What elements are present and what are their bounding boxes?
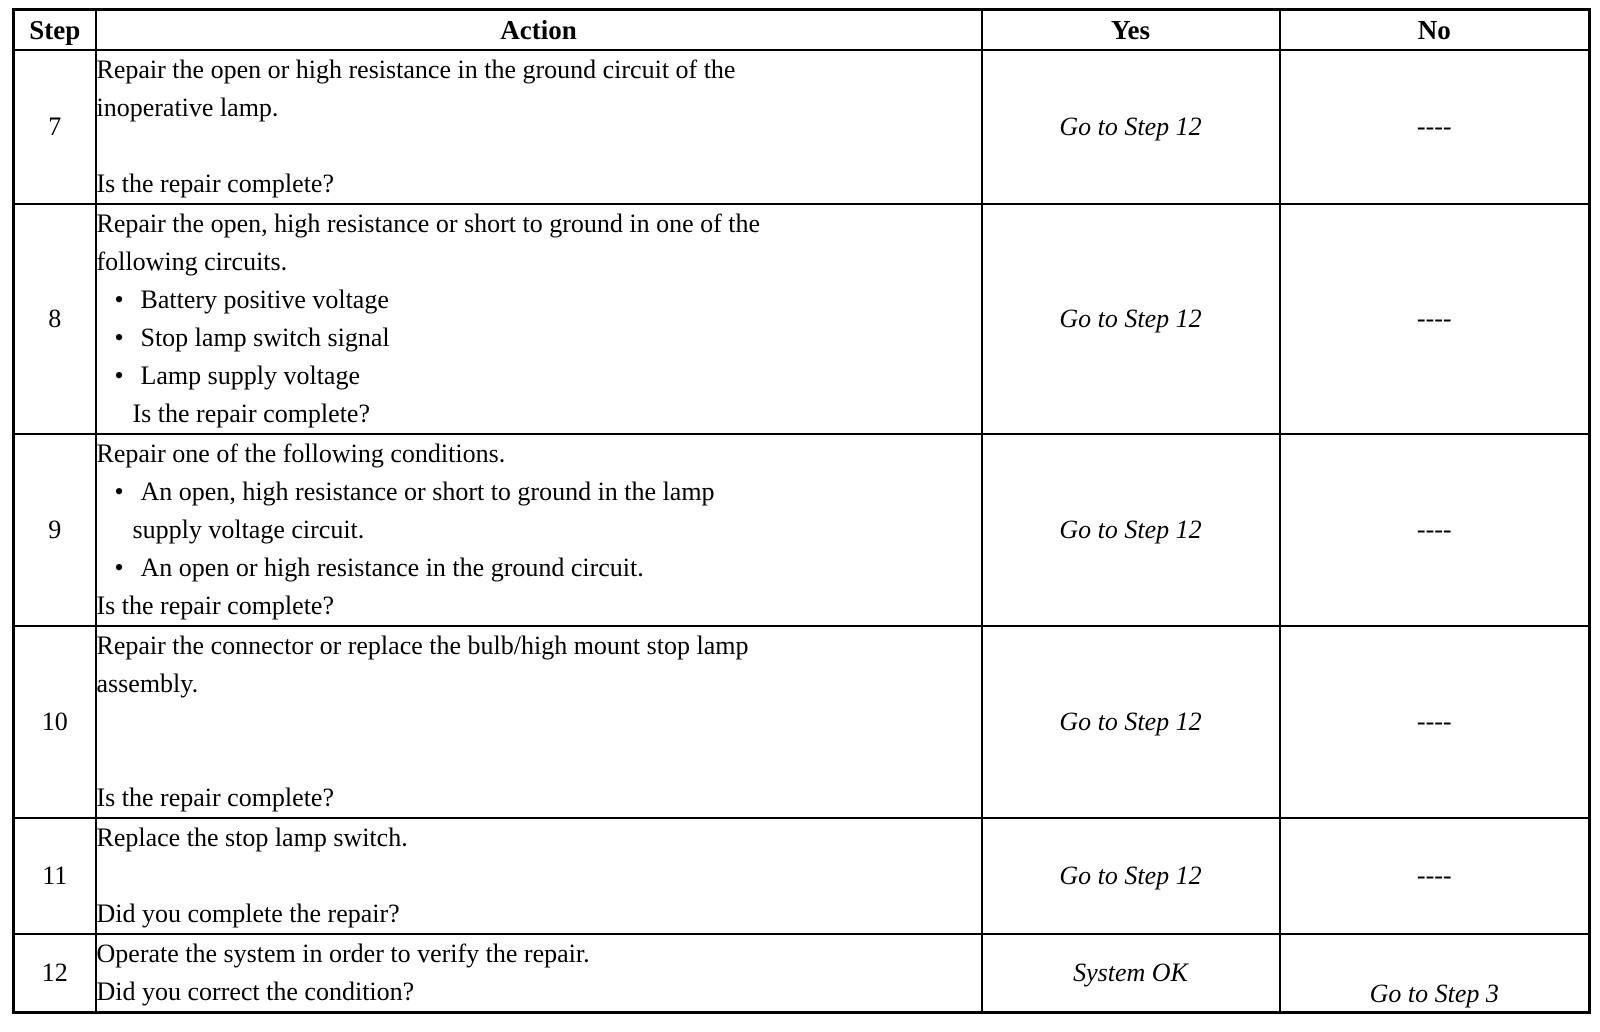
step-number: 11 xyxy=(14,818,96,934)
action-text: Operate the system in order to verify the repair. xyxy=(96,939,590,968)
action-question: Did you complete the repair? xyxy=(96,899,400,928)
bullet-item: • Stop lamp switch signal xyxy=(97,319,981,357)
action-text: Repair the open or high resistance in the ground circuit of the xyxy=(96,55,736,84)
bullet-item: • An open or high resistance in the ground circuit. xyxy=(97,549,981,587)
action-text: Repair the connector or replace the bulb/high mount stop lamp xyxy=(96,631,749,660)
yes-cell: System OK xyxy=(982,934,1280,1013)
step-number: 9 xyxy=(14,434,96,626)
no-cell: ---- xyxy=(1280,818,1590,934)
table-row-step-11 xyxy=(14,818,1590,934)
no-cell: Go to Step 3 xyxy=(1280,934,1590,1013)
action-text: assembly. xyxy=(96,669,199,698)
action-cell xyxy=(96,204,982,434)
action-cell xyxy=(96,626,982,818)
yes-cell: Go to Step 12 xyxy=(982,204,1280,434)
bullet-icon: • xyxy=(114,553,124,582)
header-row xyxy=(14,10,1590,51)
bullet-icon: • xyxy=(114,285,124,314)
no-cell: ---- xyxy=(1280,626,1590,818)
bullet-icon: • xyxy=(114,361,124,390)
step-number: 7 xyxy=(14,50,96,204)
step-number: 10 xyxy=(14,626,96,818)
no-cell: ---- xyxy=(1280,434,1590,626)
action-text: following circuits. xyxy=(96,247,288,276)
bullet-item: • Battery positive voltage xyxy=(97,281,981,319)
action-text: Repair the open, high resistance or short to ground in one of the xyxy=(96,209,761,238)
table-row-step-9 xyxy=(14,434,1590,626)
step-number: 8 xyxy=(14,204,96,434)
no-cell: ---- xyxy=(1280,50,1590,204)
action-question: Is the repair complete? xyxy=(96,783,334,812)
step-number: 12 xyxy=(14,934,96,1013)
action-question: Is the repair complete? xyxy=(96,591,334,620)
header-action: Action xyxy=(96,10,982,51)
yes-cell: Go to Step 12 xyxy=(982,626,1280,818)
action-cell xyxy=(96,50,982,204)
no-cell: ---- xyxy=(1280,204,1590,434)
action-cell xyxy=(96,434,982,626)
table-row-step-8 xyxy=(14,204,1590,434)
bullet-item: • Lamp supply voltage xyxy=(97,357,981,395)
action-text: Repair one of the following conditions. xyxy=(96,439,506,468)
action-question: Is the repair complete? xyxy=(132,399,370,428)
action-text: Replace the stop lamp switch. xyxy=(96,823,408,852)
yes-cell: Go to Step 12 xyxy=(982,434,1280,626)
header-no: No xyxy=(1280,10,1590,51)
bullet-icon: • xyxy=(114,323,124,352)
table-row-step-10 xyxy=(14,626,1590,818)
action-text: inoperative lamp. xyxy=(96,93,279,122)
action-cell xyxy=(96,934,982,1013)
header-step: Step xyxy=(14,10,96,51)
bullet-continuation: supply voltage circuit. xyxy=(132,515,365,544)
yes-cell: Go to Step 12 xyxy=(982,50,1280,204)
table-row-step-7 xyxy=(14,50,1590,204)
header-yes: Yes xyxy=(982,10,1280,51)
bullet-item: • An open, high resistance or short to ground in the lamp xyxy=(97,473,981,511)
action-cell xyxy=(96,818,982,934)
action-question: Did you correct the condition? xyxy=(96,977,415,1006)
bullet-icon: • xyxy=(114,477,124,506)
action-question: Is the repair complete? xyxy=(96,169,334,198)
diagnostic-table xyxy=(12,8,1591,1014)
table-row-step-12 xyxy=(14,934,1590,1013)
yes-cell: Go to Step 12 xyxy=(982,818,1280,934)
